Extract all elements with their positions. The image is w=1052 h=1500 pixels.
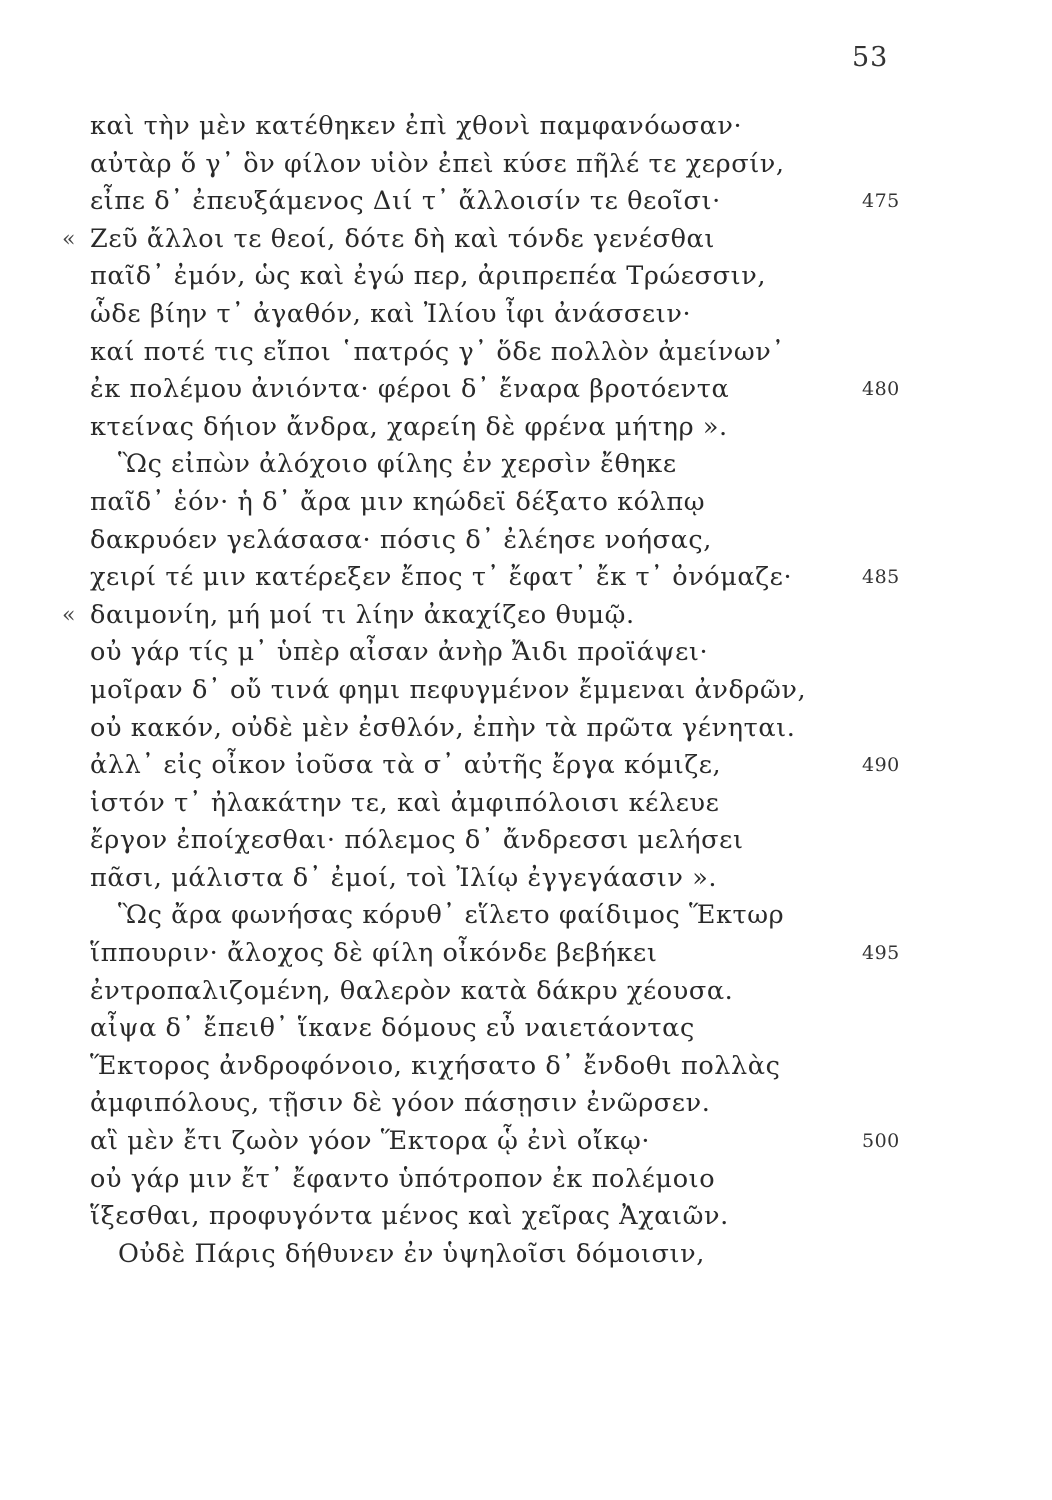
verse-text: αἶψα δ᾽ ἔπειθ᾽ ἵκανε δόμους εὖ ναιετάοντας <box>90 1013 695 1044</box>
verse-line <box>0 1161 1052 1199</box>
verse-line <box>0 108 1052 146</box>
verse-text: μοῖραν δ᾽ οὔ τινά φημι πεφυγμένον ἔμμεναι ἀνδρῶν, <box>90 674 807 705</box>
verse-line <box>0 935 1052 973</box>
opening-quote-mark: « <box>62 602 76 628</box>
verse-text: κτείνας δήιον ἄνδρα, χαρείη δὲ φρένα μήτηρ ». <box>90 411 728 442</box>
verse-text: ὧδε βίην τ᾽ ἀγαθόν, καὶ Ἰλίου ἶφι ἀνάσσειν· <box>90 298 692 329</box>
verse-text: οὐ κακόν, οὐδὲ μὲν ἐσθλόν, ἐπὴν τὰ πρῶτα γένηται. <box>90 712 796 743</box>
verse-text: ἀλλ᾽ εἰς οἶκον ἰοῦσα τὰ σ᾽ αὐτῆς ἔργα κόμιζε, <box>90 750 722 781</box>
line-number: 480 <box>862 378 900 401</box>
line-number: 475 <box>862 190 900 213</box>
verse-text: οὐ γάρ τίς μ᾽ ὑπὲρ αἶσαν ἀνὴρ Ἄιδι προϊάψει· <box>90 637 709 668</box>
verse-text: Ὣς εἰπὼν ἀλόχοιο φίλης ἐν χερσὶν ἔθηκε <box>118 449 677 480</box>
verse-line <box>0 672 1052 710</box>
verse-text: Ὣς ἄρα φωνήσας κόρυθ᾽ εἵλετο φαίδιμος Ἕκτωρ <box>118 900 785 931</box>
verse-line <box>0 1085 1052 1123</box>
verse-text: εἶπε δ᾽ ἐπευξάμενος Διί τ᾽ ἄλλοισίν τε θεοῖσι· <box>90 186 721 217</box>
verse-line <box>0 334 1052 372</box>
verse-line <box>0 747 1052 785</box>
verse-text: ἵξεσθαι, προφυγόντα μένος καὶ χεῖρας Ἀχαιῶν. <box>90 1201 729 1232</box>
verse-line <box>0 1123 1052 1161</box>
verse-line <box>0 559 1052 597</box>
verse-text: χειρί τέ μιν κατέρεξεν ἔπος τ᾽ ἔφατ᾽ ἔκ τ᾽ ὀνόμαζε· <box>90 562 793 593</box>
verse-line <box>0 409 1052 447</box>
verse-line <box>0 484 1052 522</box>
verse-text: ἱστόν τ᾽ ἠλακάτην τε, καὶ ἀμφιπόλοισι κέλευε <box>90 787 720 818</box>
verse-line <box>0 1198 1052 1236</box>
opening-quote-mark: « <box>62 226 76 252</box>
line-number: 485 <box>862 566 900 589</box>
verse-line <box>0 183 1052 221</box>
verse-line <box>0 371 1052 409</box>
verse-line <box>0 1236 1052 1274</box>
verse-line <box>0 258 1052 296</box>
verse-text: ἔργον ἐποίχεσθαι· πόλεμος δ᾽ ἄνδρεσσι μελήσει <box>90 825 744 856</box>
line-number: 490 <box>862 754 900 777</box>
verse-line <box>0 296 1052 334</box>
verse-line <box>0 522 1052 560</box>
verse-text: δαιμονίη, μή μοί τι λίην ἀκαχίζεο θυμῷ. <box>90 599 635 630</box>
verse-text: ἐντροπαλιζομένη, θαλερὸν κατὰ δάκρυ χέουσα. <box>90 975 734 1006</box>
verse-line <box>0 973 1052 1011</box>
verse-line <box>0 710 1052 748</box>
verse-line <box>0 221 1052 259</box>
verse-text: ἵππουριν· ἄλοχος δὲ φίλη οἶκόνδε βεβήκει <box>90 938 658 969</box>
verse-text: οὐ γάρ μιν ἔτ᾽ ἔφαντο ὑπότροπον ἐκ πολέμοιο <box>90 1163 716 1194</box>
verse-line <box>0 860 1052 898</box>
verse-text: αἳ μὲν ἔτι ζωὸν γόον Ἕκτορα ᾧ ἐνὶ οἴκῳ· <box>90 1126 651 1157</box>
verse-line <box>0 146 1052 184</box>
line-number: 500 <box>862 1130 900 1153</box>
verse-line <box>0 597 1052 635</box>
verse-line <box>0 1048 1052 1086</box>
verse-text: παῖδ᾽ ἑόν· ἡ δ᾽ ἄρα μιν κηώδεϊ δέξατο κόλπῳ <box>90 486 706 517</box>
verse-text: καὶ τὴν μὲν κατέθηκεν ἐπὶ χθονὶ παμφανόωσαν· <box>90 111 743 141</box>
verse-text: Ζεῦ ἄλλοι τε θεοί, δότε δὴ καὶ τόνδε γενέσθαι <box>90 223 715 254</box>
verse-lines <box>0 108 1052 1273</box>
page-number: 53 <box>852 42 889 73</box>
verse-text: πᾶσι, μάλιστα δ᾽ ἐμοί, τοὶ Ἰλίῳ ἐγγεγάασιν ». <box>90 862 718 893</box>
verse-line <box>0 822 1052 860</box>
verse-line <box>0 897 1052 935</box>
verse-text: δακρυόεν γελάσασα· πόσις δ᾽ ἐλέησε νοήσας, <box>90 524 712 555</box>
verse-line <box>0 785 1052 823</box>
verse-line <box>0 446 1052 484</box>
verse-line <box>0 1010 1052 1048</box>
verse-text: ἐκ πολέμου ἀνιόντα· φέροι δ᾽ ἔναρα βροτόεντα <box>90 374 730 405</box>
verse-text: καί ποτέ τις εἴποι ῾πατρός γ᾽ ὅδε πολλὸν ἀμείνων᾽ <box>90 336 785 367</box>
line-number: 495 <box>862 942 900 965</box>
verse-text: Οὐδὲ Πάρις δήθυνεν ἐν ὑψηλοῖσι δόμοισιν, <box>118 1238 705 1269</box>
verse-line <box>0 634 1052 672</box>
verse-text: αὐτὰρ ὅ γ᾽ ὃν φίλον υἱὸν ἐπεὶ κύσε πῆλέ τε χερσίν, <box>90 148 785 179</box>
verse-text: παῖδ᾽ ἐμόν, ὡς καὶ ἐγώ περ, ἀριπρεπέα Τρώεσσιν, <box>90 261 767 292</box>
verse-text: ἀμφιπόλους, τῇσιν δὲ γόον πάσῃσιν ἐνῶρσεν. <box>90 1088 711 1119</box>
verse-text: Ἕκτορος ἀνδροφόνοιο, κιχήσατο δ᾽ ἔνδοθι πολλὰς <box>90 1050 781 1081</box>
